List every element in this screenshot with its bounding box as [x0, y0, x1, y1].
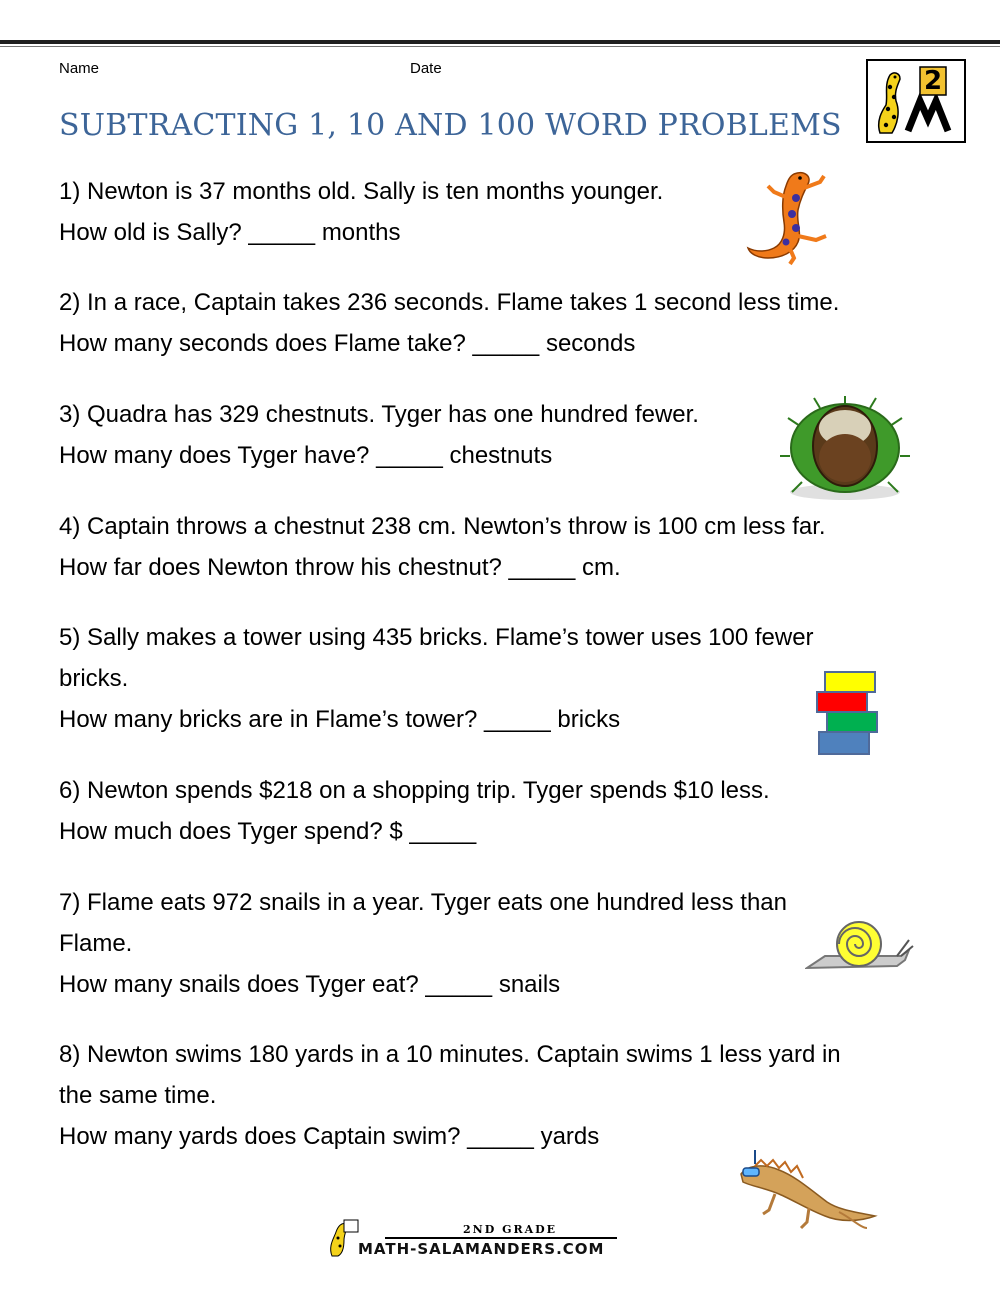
orange-salamander-icon [742, 166, 842, 266]
top-rule-thin [0, 46, 1000, 47]
problem-2 [59, 282, 839, 364]
problem-line: 1) Newton is 37 months old. Sally is ten months younger. [59, 178, 664, 205]
footer-rule [385, 1237, 617, 1239]
footer-site-text: MATH-SALAMANDERS.COM [358, 1240, 605, 1258]
problem-6 [59, 770, 770, 852]
grade-logo [866, 59, 966, 143]
problem-1 [59, 171, 663, 253]
problem-line: How many snails does Tyger eat? _____ snails [59, 971, 561, 998]
problem-line: How many does Tyger have? _____ chestnuts [59, 442, 553, 469]
problem-line: the same time. [59, 1082, 217, 1109]
problem-line: Flame. [59, 930, 133, 957]
bricks-tower-icon [815, 670, 881, 758]
date-label: Date [410, 60, 442, 77]
problem-line: 4) Captain throws a chestnut 238 cm. Newton’s throw is 100 cm less far. [59, 513, 826, 540]
problem-line: 5) Sally makes a tower using 435 bricks. Flame’s tower uses 100 fewer [59, 624, 814, 651]
problem-line: 6) Newton spends $218 on a shopping trip. Tyger spends $10 less. [59, 777, 770, 804]
problem-line: How many bricks are in Flame’s tower? _____ bricks [59, 706, 621, 733]
salamander-logo-icon [868, 61, 964, 141]
problem-5 [59, 617, 814, 740]
problem-8 [59, 1034, 841, 1157]
problem-line: bricks. [59, 665, 129, 692]
snail-icon [805, 920, 915, 972]
grade-badge: 2 [924, 66, 943, 96]
top-rule [0, 40, 1000, 44]
problem-4 [59, 506, 826, 588]
problem-7 [59, 882, 787, 1005]
problem-line: 2) In a race, Captain takes 236 seconds. Flame takes 1 second less time. [59, 289, 840, 316]
swimming-newt-icon [735, 1150, 880, 1230]
problem-3 [59, 394, 699, 476]
page-title: SUBTRACTING 1, 10 AND 100 WORD PROBLEMS [59, 108, 842, 143]
problem-line: 7) Flame eats 972 snails in a year. Tyger eats one hundred less than [59, 889, 787, 916]
problem-line: How much does Tyger spend? $ _____ [59, 818, 477, 845]
footer-salamander-icon [326, 1218, 360, 1258]
footer-grade-text: 2ND GRADE [463, 1223, 558, 1236]
problem-line: How many seconds does Flame take? _____ seconds [59, 330, 636, 357]
problem-line: 3) Quadra has 329 chestnuts. Tyger has one hundred fewer. [59, 401, 699, 428]
chestnut-icon [780, 396, 910, 502]
problem-line: How far does Newton throw his chestnut? _____ cm. [59, 554, 621, 581]
problem-line: 8) Newton swims 180 yards in a 10 minutes. Captain swims 1 less yard in [59, 1041, 841, 1068]
problem-line: How old is Sally? _____ months [59, 219, 401, 246]
problem-line: How many yards does Captain swim? _____ yards [59, 1123, 600, 1150]
name-label: Name [59, 60, 100, 77]
